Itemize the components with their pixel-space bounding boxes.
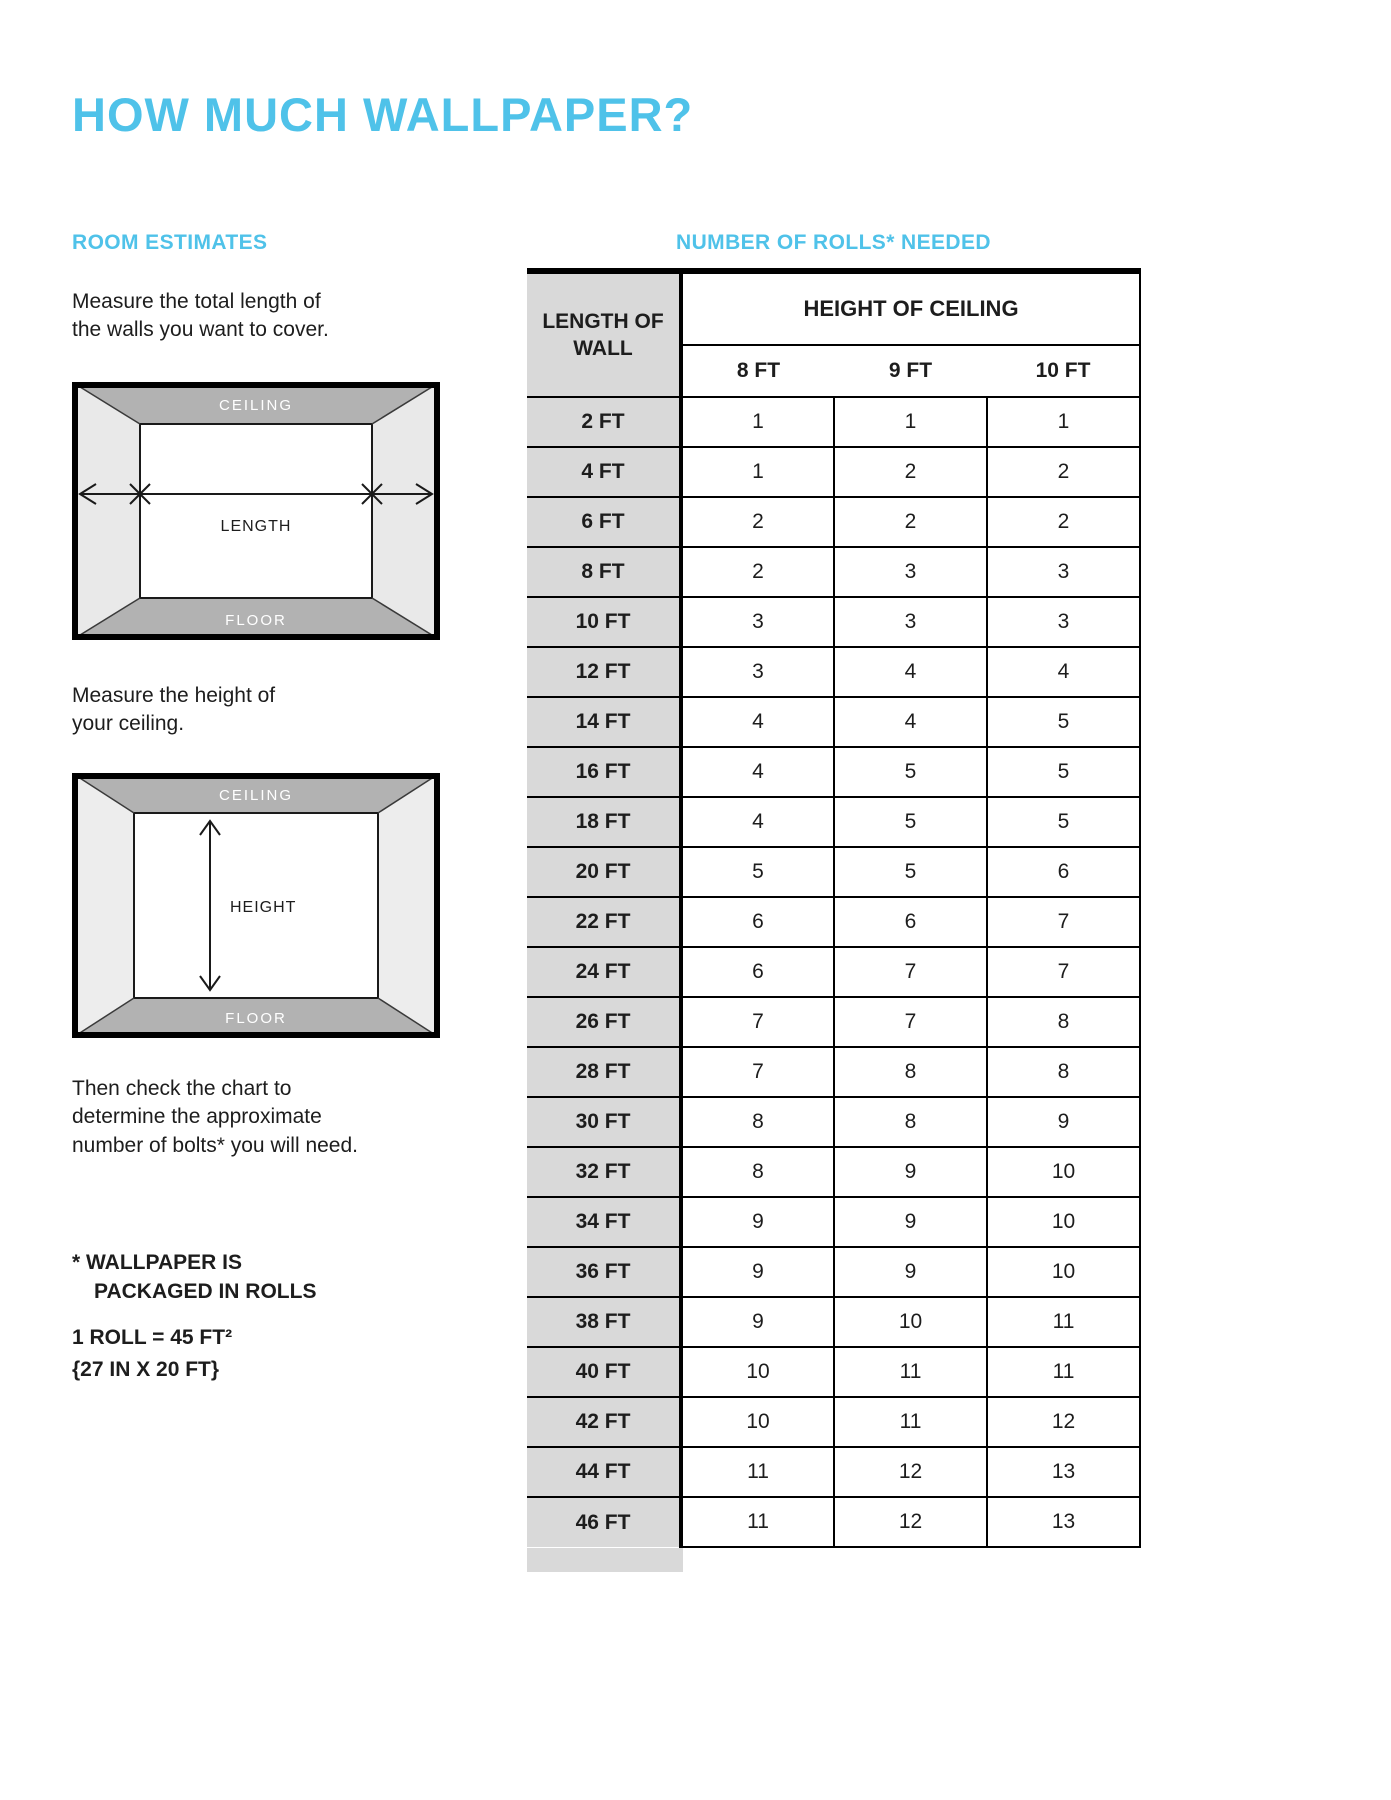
- table-row: [527, 797, 1140, 847]
- roll-count-cell: 3: [681, 647, 834, 697]
- roll-count-cell: 13: [987, 1497, 1140, 1547]
- row-label: 44 FT: [527, 1447, 681, 1497]
- text-line: your ceiling.: [72, 712, 185, 736]
- text-line: Then check the chart to: [72, 1077, 292, 1100]
- table-row: [527, 597, 1140, 647]
- table-row: [527, 897, 1140, 947]
- row-label: 46 FT: [527, 1497, 681, 1547]
- roll-count-cell: 7: [681, 997, 834, 1047]
- roll-count-cell: 4: [834, 647, 987, 697]
- roll-count-cell: 11: [987, 1297, 1140, 1347]
- roll-count-cell: 13: [987, 1447, 1140, 1497]
- roll-count-cell: 8: [987, 997, 1140, 1047]
- row-label: 26 FT: [527, 997, 681, 1047]
- roll-count-cell: 10: [834, 1297, 987, 1347]
- roll-count-cell: 2: [681, 497, 834, 547]
- note-line: * WALLPAPER IS: [72, 1251, 242, 1274]
- roll-count-cell: 12: [834, 1497, 987, 1547]
- roll-count-cell: 5: [987, 797, 1140, 847]
- roll-count-cell: 2: [987, 447, 1140, 497]
- table-row: [527, 1397, 1140, 1447]
- roll-count-cell: 4: [987, 647, 1140, 697]
- header-row: [527, 271, 1140, 345]
- roll-count-cell: 9: [681, 1297, 834, 1347]
- back-wall: [140, 424, 372, 598]
- table-row: [527, 1297, 1140, 1347]
- roll-count-cell: 10: [987, 1147, 1140, 1197]
- table-row: [527, 1247, 1140, 1297]
- height-label: HEIGHT: [230, 899, 297, 916]
- roll-count-cell: 8: [987, 1047, 1140, 1097]
- room-estimates-heading: ROOM ESTIMATES: [72, 231, 268, 254]
- rolls-table-heading: NUMBER OF ROLLS* NEEDED: [676, 231, 991, 254]
- roll-count-cell: 6: [987, 847, 1140, 897]
- roll-count-cell: 2: [834, 497, 987, 547]
- step1-text: [72, 288, 329, 345]
- row-label: 22 FT: [527, 897, 681, 947]
- roll-count-cell: 5: [834, 797, 987, 847]
- roll-count-cell: 5: [987, 747, 1140, 797]
- roll-count-cell: 11: [834, 1347, 987, 1397]
- row-label: 10 FT: [527, 597, 681, 647]
- roll-size-info: [72, 1322, 232, 1385]
- row-label: 8 FT: [527, 547, 681, 597]
- text-line: Measure the total length of: [72, 290, 321, 313]
- note-line: PACKAGED IN ROLLS: [94, 1280, 317, 1304]
- roll-count-cell: 10: [987, 1197, 1140, 1247]
- roll-count-cell: 4: [681, 797, 834, 847]
- roll-count-cell: 4: [681, 697, 834, 747]
- table-row: [527, 397, 1140, 447]
- roll-size-line: {27 IN X 20 FT}: [72, 1357, 220, 1381]
- col-group-header: HEIGHT OF CEILING: [681, 271, 1140, 345]
- height-diagram: [72, 773, 440, 1043]
- roll-count-cell: 1: [834, 397, 987, 447]
- roll-count-cell: 9: [834, 1197, 987, 1247]
- row-label: 36 FT: [527, 1247, 681, 1297]
- left-wall: [72, 773, 134, 1038]
- table-row: [527, 1147, 1140, 1197]
- row-label: 24 FT: [527, 947, 681, 997]
- row-label: 34 FT: [527, 1197, 681, 1247]
- roll-count-cell: 10: [681, 1347, 834, 1397]
- roll-count-cell: 11: [681, 1497, 834, 1547]
- text-line: the walls you want to cover.: [72, 318, 329, 342]
- height-diagram-svg: [72, 773, 440, 1038]
- roll-count-cell: 11: [681, 1447, 834, 1497]
- roll-count-cell: 4: [681, 747, 834, 797]
- page-title: HOW MUCH WALLPAPER?: [72, 88, 694, 142]
- length-diagram-svg: [72, 382, 440, 640]
- roll-count-cell: 7: [834, 947, 987, 997]
- table-row: [527, 997, 1140, 1047]
- table-row: [527, 647, 1140, 697]
- roll-count-cell: 9: [681, 1247, 834, 1297]
- wallpaper-rolls-note: [72, 1248, 316, 1307]
- rolls-table-body: [527, 397, 1140, 1547]
- roll-count-cell: 6: [834, 897, 987, 947]
- row-label: 2 FT: [527, 397, 681, 447]
- floor-label: FLOOR: [225, 612, 287, 629]
- row-label: 28 FT: [527, 1047, 681, 1097]
- table-row: [527, 747, 1140, 797]
- roll-count-cell: 11: [987, 1347, 1140, 1397]
- roll-count-cell: 8: [681, 1097, 834, 1147]
- roll-count-cell: 5: [681, 847, 834, 897]
- floor-label: FLOOR: [225, 1010, 287, 1027]
- table-row: [527, 1097, 1140, 1147]
- rolls-table: [527, 268, 1141, 1548]
- roll-count-cell: 2: [987, 497, 1140, 547]
- row-label: 6 FT: [527, 497, 681, 547]
- row-label: 32 FT: [527, 1147, 681, 1197]
- length-diagram: [72, 382, 440, 645]
- table-row: [527, 1497, 1140, 1547]
- roll-count-cell: 9: [987, 1097, 1140, 1147]
- roll-count-cell: 11: [834, 1397, 987, 1447]
- row-label: 38 FT: [527, 1297, 681, 1347]
- step2-text: [72, 682, 275, 739]
- col-header-10ft: 10 FT: [987, 345, 1140, 397]
- row-label: 12 FT: [527, 647, 681, 697]
- row-label: 20 FT: [527, 847, 681, 897]
- left-wall: [72, 382, 140, 640]
- roll-count-cell: 2: [834, 447, 987, 497]
- col-header-9ft: 9 FT: [834, 345, 987, 397]
- roll-count-cell: 5: [987, 697, 1140, 747]
- table-row: [527, 847, 1140, 897]
- table-row: [527, 547, 1140, 597]
- roll-count-cell: 7: [681, 1047, 834, 1097]
- roll-count-cell: 6: [681, 897, 834, 947]
- table-row: [527, 1347, 1140, 1397]
- row-label: 14 FT: [527, 697, 681, 747]
- table-row: [527, 1047, 1140, 1097]
- roll-count-cell: 5: [834, 747, 987, 797]
- length-label: LENGTH: [220, 518, 292, 535]
- roll-count-cell: 4: [834, 697, 987, 747]
- roll-count-cell: 8: [834, 1047, 987, 1097]
- roll-count-cell: 3: [834, 547, 987, 597]
- row-header-label: LENGTH OF WALL: [527, 271, 681, 397]
- text-line: Measure the height of: [72, 684, 276, 707]
- row-label: 42 FT: [527, 1397, 681, 1447]
- label-column-tail: [527, 1548, 683, 1572]
- text-line: determine the approximate: [72, 1105, 322, 1129]
- roll-count-cell: 3: [834, 597, 987, 647]
- roll-count-cell: 8: [681, 1147, 834, 1197]
- table-row: [527, 447, 1140, 497]
- roll-count-cell: 10: [681, 1397, 834, 1447]
- row-label: 18 FT: [527, 797, 681, 847]
- roll-count-cell: 3: [681, 597, 834, 647]
- col-header-8ft: 8 FT: [681, 345, 834, 397]
- row-label: 30 FT: [527, 1097, 681, 1147]
- table-row: [527, 697, 1140, 747]
- table-row: [527, 947, 1140, 997]
- roll-count-cell: 9: [681, 1197, 834, 1247]
- roll-count-cell: 3: [987, 597, 1140, 647]
- roll-count-cell: 5: [834, 847, 987, 897]
- roll-count-cell: 1: [987, 397, 1140, 447]
- roll-count-cell: 2: [681, 547, 834, 597]
- rolls-table-wrap: [527, 268, 1140, 1548]
- step3-text: [72, 1075, 358, 1160]
- right-wall: [378, 773, 440, 1038]
- table-row: [527, 1197, 1140, 1247]
- roll-count-cell: 8: [834, 1097, 987, 1147]
- ceiling-label: CEILING: [218, 787, 294, 804]
- roll-count-cell: 1: [681, 397, 834, 447]
- roll-count-cell: 10: [987, 1247, 1140, 1297]
- roll-size-line: 1 ROLL = 45 FT²: [72, 1326, 233, 1349]
- roll-count-cell: 12: [834, 1447, 987, 1497]
- roll-count-cell: 7: [987, 897, 1140, 947]
- roll-count-cell: 12: [987, 1397, 1140, 1447]
- table-row: [527, 497, 1140, 547]
- roll-count-cell: 9: [834, 1147, 987, 1197]
- roll-count-cell: 6: [681, 947, 834, 997]
- row-label: 16 FT: [527, 747, 681, 797]
- roll-count-cell: 3: [987, 547, 1140, 597]
- roll-count-cell: 1: [681, 447, 834, 497]
- right-wall: [372, 382, 440, 640]
- text-line: number of bolts* you will need.: [72, 1133, 358, 1157]
- roll-count-cell: 7: [834, 997, 987, 1047]
- ceiling-label: CEILING: [218, 397, 294, 414]
- roll-count-cell: 9: [834, 1247, 987, 1297]
- row-label: 4 FT: [527, 447, 681, 497]
- roll-count-cell: 7: [987, 947, 1140, 997]
- table-row: [527, 1447, 1140, 1497]
- row-label: 40 FT: [527, 1347, 681, 1397]
